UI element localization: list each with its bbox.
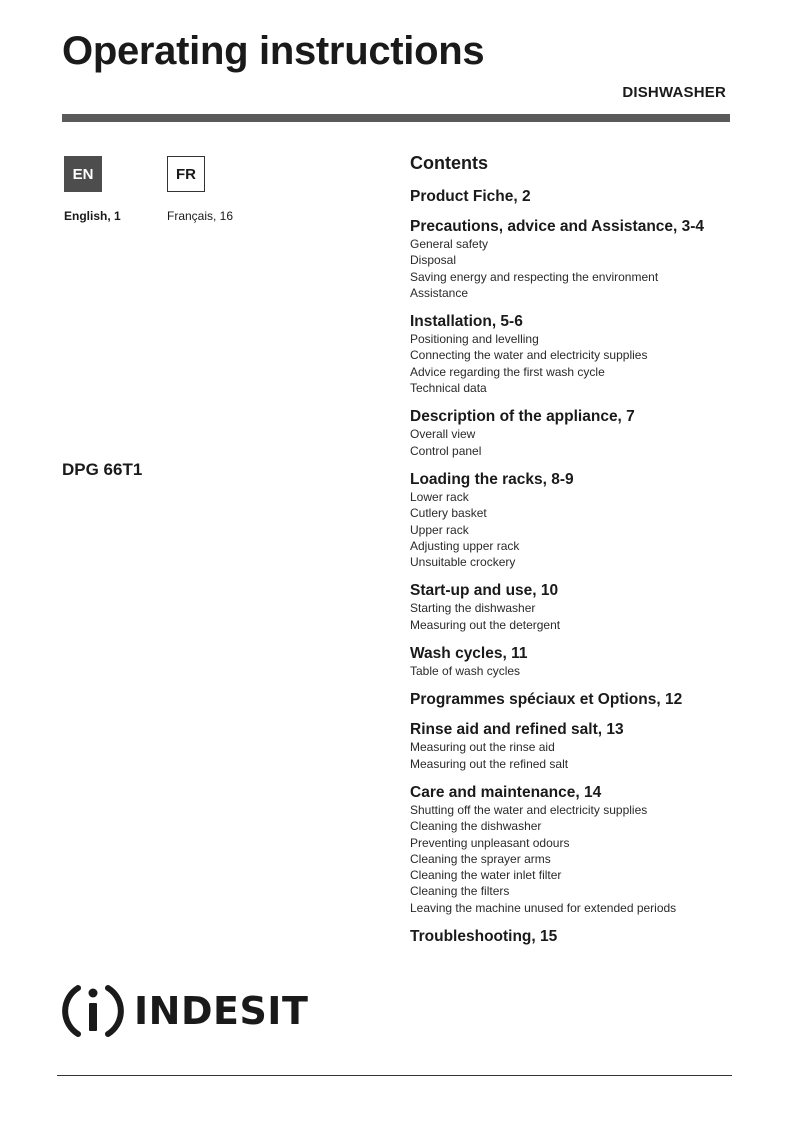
- section-item[interactable]: Technical data: [410, 381, 487, 396]
- section-title[interactable]: Installation, 5-6: [410, 313, 523, 331]
- section-item[interactable]: Cleaning the water inlet filter: [410, 868, 562, 883]
- section-item[interactable]: Cleaning the sprayer arms: [410, 851, 551, 866]
- section-item[interactable]: Unsuitable crockery: [410, 555, 516, 570]
- section-title[interactable]: Troubleshooting, 15: [410, 928, 558, 946]
- section-item[interactable]: Advice regarding the first wash cycle: [410, 364, 605, 379]
- contents-section: [410, 471, 740, 570]
- section-item[interactable]: Shutting off the water and electricity supplies: [410, 802, 648, 817]
- section-title[interactable]: Loading the racks, 8-9: [410, 470, 574, 488]
- brand-wordmark: INDESIT: [134, 989, 309, 1033]
- contents-section: [410, 645, 740, 679]
- contents-section: [410, 408, 740, 459]
- section-item[interactable]: Adjusting upper rack: [410, 538, 520, 553]
- section-title[interactable]: Wash cycles, 11: [410, 645, 528, 663]
- section-title[interactable]: Product Fiche, 2: [410, 188, 531, 205]
- page-title: Operating instructions: [62, 29, 485, 73]
- language-label-fr: Français, 16: [167, 209, 234, 223]
- section-item[interactable]: Cleaning the filters: [410, 884, 510, 899]
- section-item[interactable]: Lower rack: [410, 489, 469, 504]
- section-title[interactable]: Description of the appliance, 7: [410, 408, 635, 426]
- section-item[interactable]: Positioning and levelling: [410, 332, 539, 347]
- language-label-en: English, 1: [64, 209, 121, 223]
- section-item[interactable]: Disposal: [410, 253, 457, 268]
- header-divider: [62, 114, 730, 122]
- section-title[interactable]: Rinse aid and refined salt, 13: [410, 721, 624, 739]
- section-item[interactable]: Measuring out the rinse aid: [410, 740, 555, 755]
- contents-section: [410, 218, 740, 301]
- section-item[interactable]: Connecting the water and electricity supplies: [410, 348, 648, 363]
- section-item[interactable]: Starting the dishwasher: [410, 601, 536, 616]
- section-item[interactable]: Cutlery basket: [410, 506, 487, 521]
- brand-logo: [62, 980, 308, 1042]
- section-item[interactable]: General safety: [410, 237, 489, 251]
- section-item[interactable]: Measuring out the refined salt: [410, 756, 569, 771]
- language-tab-en[interactable]: EN: [64, 156, 102, 192]
- section-title[interactable]: Programmes spéciaux et Options, 12: [410, 691, 683, 709]
- section-title[interactable]: Care and maintenance, 14: [410, 783, 602, 801]
- contents-section: [410, 928, 740, 946]
- section-title[interactable]: Start-up and use, 10: [410, 582, 559, 600]
- contents-sections: [410, 188, 740, 946]
- section-item[interactable]: Table of wash cycles: [410, 664, 521, 679]
- section-item[interactable]: Leaving the machine unused for extended periods: [410, 900, 677, 915]
- contents-heading: Contents: [410, 153, 488, 173]
- section-item[interactable]: Upper rack: [410, 522, 469, 537]
- section-item[interactable]: Assistance: [410, 285, 469, 300]
- product-category: DISHWASHER: [622, 84, 726, 101]
- indesit-i-logo-icon: [62, 980, 124, 1042]
- section-item[interactable]: Saving energy and respecting the environment: [410, 269, 659, 284]
- contents-section: [410, 582, 740, 633]
- section-item[interactable]: Overall view: [410, 427, 476, 442]
- contents-section: [410, 313, 740, 396]
- contents-section: [410, 721, 740, 772]
- model-number: DPG 66T1: [62, 460, 143, 479]
- contents-section: [410, 784, 740, 916]
- section-item[interactable]: Cleaning the dishwasher: [410, 819, 542, 834]
- contents-section: [410, 691, 740, 709]
- section-item[interactable]: Measuring out the detergent: [410, 617, 561, 632]
- footer-divider: [57, 1075, 732, 1076]
- section-item[interactable]: Preventing unpleasant odours: [410, 835, 570, 850]
- language-tab-fr[interactable]: FR: [167, 156, 205, 192]
- contents-section: [410, 188, 740, 206]
- section-item[interactable]: Control panel: [410, 443, 482, 458]
- section-title[interactable]: Precautions, advice and Assistance, 3-4: [410, 218, 705, 235]
- table-of-contents: [410, 152, 740, 958]
